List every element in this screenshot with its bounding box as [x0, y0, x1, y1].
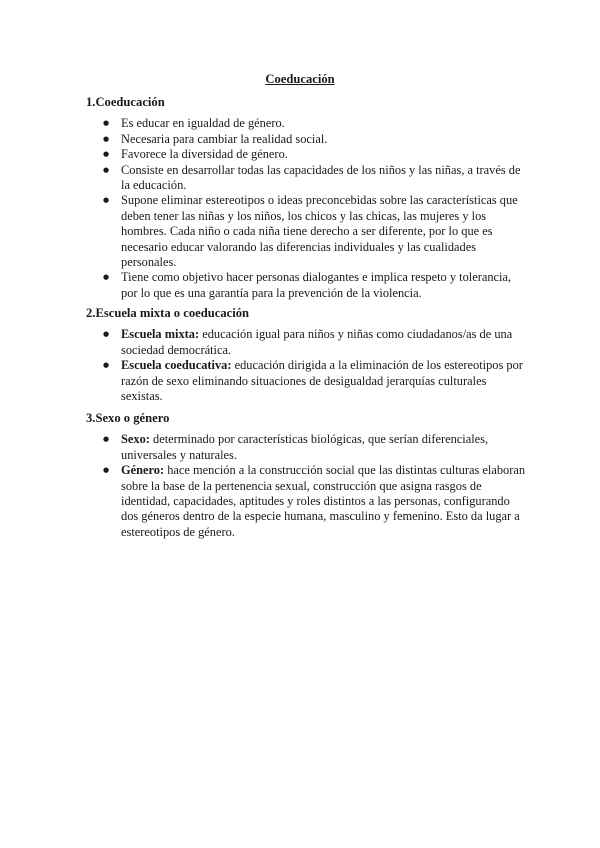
section-escuela-mixta [86, 306, 526, 404]
term-label: Sexo: [121, 432, 150, 447]
list-item: ● Es educar en igualdad de género. [86, 116, 526, 131]
list-item: ● Género: hace mención a la construcción social que las distintas culturas elaboran sobre la base de la pertenencia sexual, construcción que asigna rasgos de identidad, capacidades, aptitudes y roles distintos a las personas, configurando dos géneros dentro de la especie humana, masculino y femenino. Esto da lugar a estereotipos de género. [86, 463, 526, 540]
section-heading: 1.Coeducación [86, 95, 165, 109]
section-heading: 3.Sexo o género [86, 411, 170, 425]
document-title: Coeducación [265, 72, 335, 86]
list-item: ● Favorece la diversidad de género. [86, 147, 526, 162]
term-label: Escuela mixta: [121, 327, 200, 342]
section-heading: 2.Escuela mixta o coeducación [86, 306, 250, 320]
bullet-list [86, 432, 526, 540]
list-item: ● Supone eliminar estereotipos o ideas preconcebidas sobre las características que deben tener las niñas y los niños, los chicos y las chicas, las mujeres y los hombres. Cada niño o cada niña tiene derecho a ser diferente, por lo que es necesario educar valorando las diferencias individuales y las cualidades personales. [86, 193, 526, 270]
list-item: ● Consiste en desarrollar todas las capacidades de los niños y las niñas, a través de la educación. [86, 163, 526, 194]
bullet-list [86, 327, 526, 404]
list-item: ● Escuela coeducativa: educación dirigida a la eliminación de los estereotipos por razón de sexo eliminando situaciones de desigualdad jerarquías culturales sexistas. [86, 358, 526, 404]
list-item: ● Sexo: determinado por características biológicas, que serían diferenciales, universales y naturales. [86, 432, 526, 463]
bullet-list [86, 116, 526, 301]
term-label: Género: [121, 463, 165, 478]
section-coeducacion [86, 95, 526, 301]
section-sexo-genero [86, 411, 526, 540]
list-item: ● Necesaria para cambiar la realidad social. [86, 132, 526, 147]
list-item: ● Tiene como objetivo hacer personas dialogantes e implica respeto y tolerancia, por lo que es una garantía para la prevención de la violencia. [86, 270, 526, 301]
list-item: ● Escuela mixta: educación igual para niños y niñas como ciudadanos/as de una sociedad democrática. [86, 327, 526, 358]
term-label: Escuela coeducativa: [121, 358, 232, 373]
